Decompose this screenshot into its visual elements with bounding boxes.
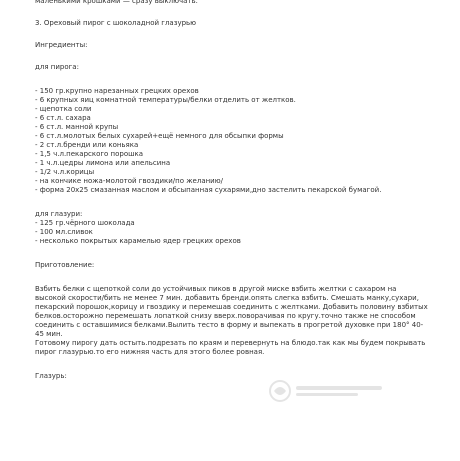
list-item: - 2 ст.л.бренди или коньяка	[35, 141, 139, 149]
list-item: - 6 крупных яиц комнатной температуры/белки отделить от желтков.	[35, 96, 296, 104]
recipe-title: 3. Ореховый пирог с шоколадной глазурью	[35, 19, 197, 27]
list-item: - 1 ч.л.цедры лимона или апельсина	[35, 159, 171, 167]
watermark-logo	[268, 378, 388, 404]
preparation-heading: Приготовление:	[35, 261, 95, 269]
paragraph-line: пирог глазурью.то его нижняя часть для этого более ровная.	[35, 348, 265, 356]
preparation-paragraph	[35, 285, 428, 339]
paragraph-line: 45 мин.	[35, 330, 63, 338]
paragraph-line: белков.осторожно перемешать лопаткой снизу вверх.поворачивая по кругу.точно также не способом	[35, 312, 416, 320]
glaze-ingredients-list	[35, 219, 425, 246]
list-item: - несколько покрытых карамелью ядер грецких орехов	[35, 237, 241, 245]
for-cake-heading: для пирога:	[35, 63, 79, 71]
paragraph-line: соединить с оставшимися белками.Вылить тесто в форму и выпекать в прогретой духовке при 180° 40-	[35, 321, 424, 329]
list-item: - 6 ст.л. манной крупы	[35, 123, 119, 131]
list-item: - 125 гр.чёрного шоколада	[35, 219, 135, 227]
for-glaze-heading: для глазури:	[35, 210, 83, 218]
cake-ingredients-list	[35, 87, 425, 195]
recipe-text	[35, 0, 428, 381]
ingredients-heading: Ингредиенты:	[35, 41, 88, 49]
glaze-heading: Глазурь:	[35, 372, 67, 380]
final-paragraph	[35, 339, 425, 357]
list-item: - 150 гр.крупно нарезанных грецких орехов	[35, 87, 199, 95]
previous-recipe-ending: маленькими крошками — сразу выключать.	[35, 0, 198, 5]
list-item: - 1/2 ч.л.корицы	[35, 168, 95, 176]
paragraph-line: Взбить белки с щепоткой соли до устойчивых пиков в другой миске взбить желтки с сахаром на	[35, 285, 397, 293]
list-item: - 100 мл.сливок	[35, 228, 93, 236]
list-item: - 6 ст.л. сахара	[35, 114, 91, 122]
list-item: - 6 ст.л.молотых белых сухарей+ещё немного для обсыпки формы	[35, 132, 284, 140]
list-item: - на кончике ножа-молотой гвоздики/по желанию/	[35, 177, 223, 185]
list-item: - форма 20х25 смазанная маслом и обсыпанная сухарями,дно застелить пекарской бумагой.	[35, 186, 382, 194]
list-item: - щепотка соли	[35, 105, 92, 113]
list-item: - 1,5 ч.л.пекарского порошка	[35, 150, 144, 158]
paragraph-line: Готовому пирогу дать остыть.подрезать по краям и перевернуть на блюдо.так как мы будем покрывать	[35, 339, 426, 347]
paragraph-line: пекарский порошок,корицу и гвоздику и перемешав соединить с желтками. Добавить половину взбитых	[35, 303, 428, 311]
paragraph-line: высокой скорости/бить не менее 7 мин. добавить бренди.опять слегка взбить. Смешать манку,сухари,	[35, 294, 419, 302]
